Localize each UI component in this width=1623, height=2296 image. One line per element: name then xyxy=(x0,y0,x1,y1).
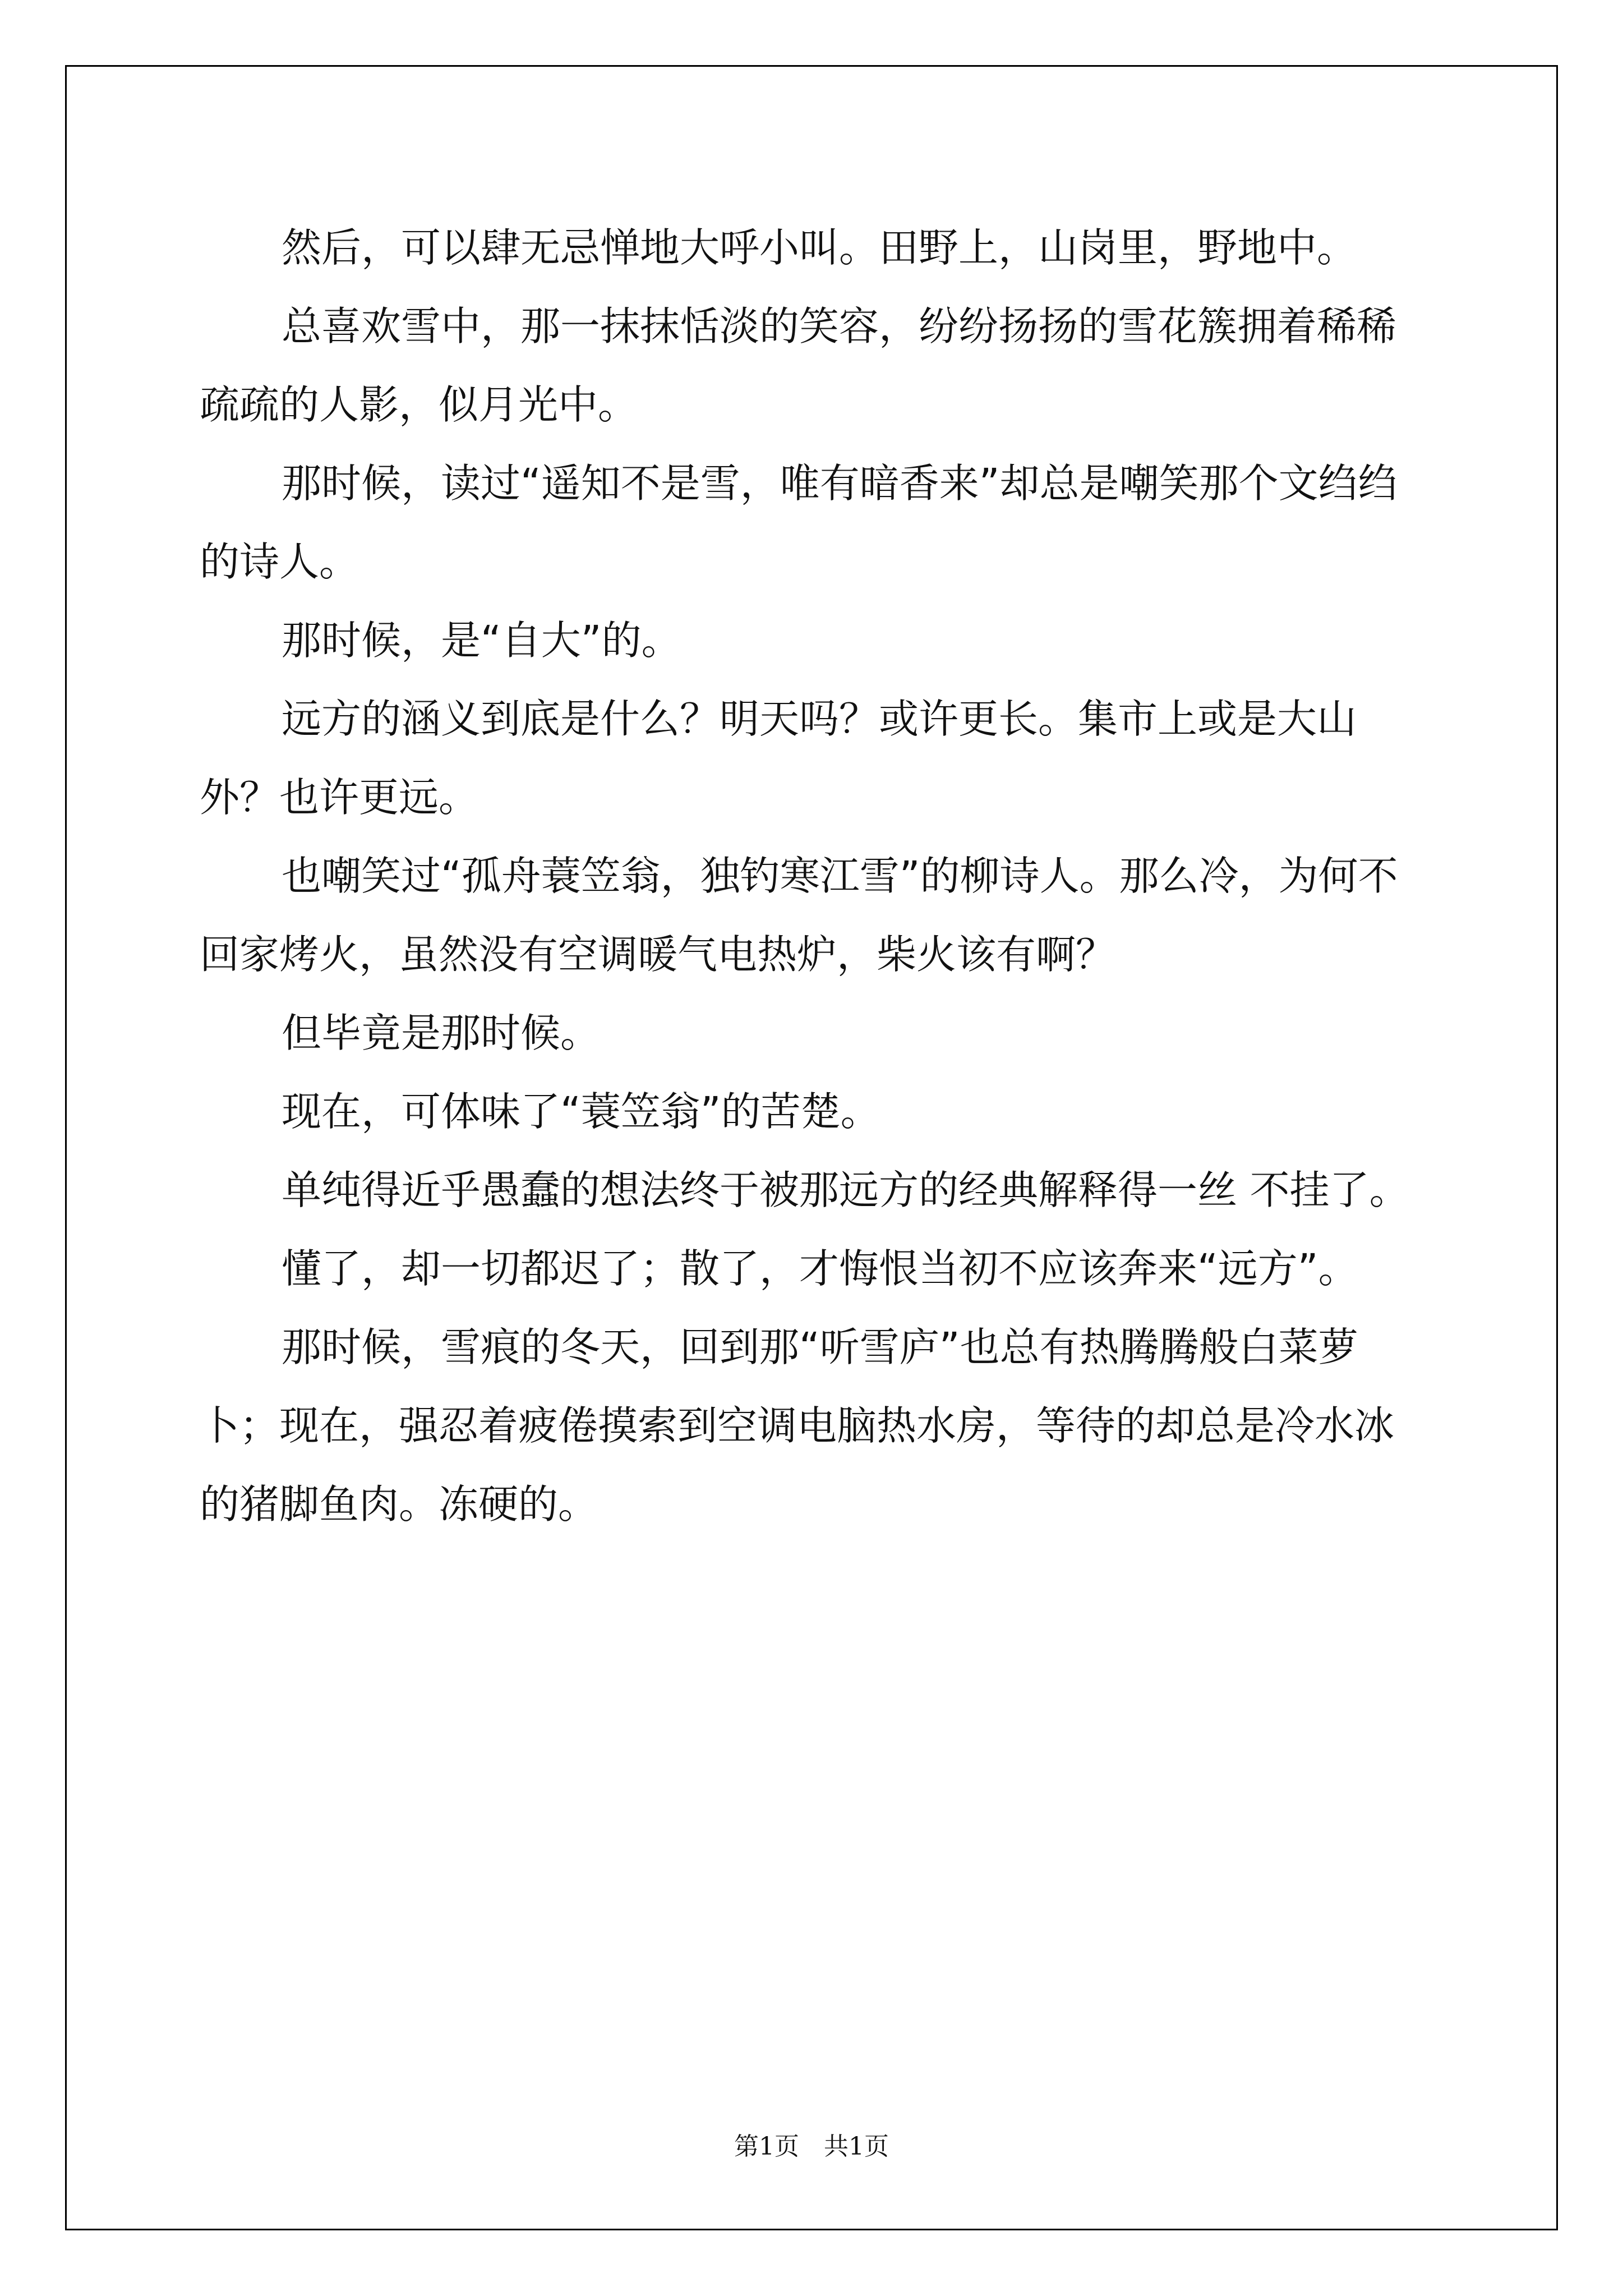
paragraph-6: 也嘲笑过“孤舟蓑笠翁，独钓寒江雪”的柳诗人。那么冷，为何不回家烤火，虽然没有空调暖气电热炉，柴火该有啊？ xyxy=(200,853,1398,978)
paragraph-11: 那时候，雪痕的冬天，回到那“听雪庐”也总有热腾腾般白菜萝卜；现在，强忍着疲倦摸索到空调电脑热水房，等待的却总是冷水冰的猪脚鱼肉。冻硬的。 xyxy=(200,1324,1395,1527)
paragraph-5: 远方的涵义到底是什么？明天吗？或许更长。集市上或是大山外？也许更远。 xyxy=(200,696,1357,821)
page-number: 第1页 共1页 xyxy=(734,2132,889,2161)
page-footer xyxy=(0,2126,1623,2162)
paragraph-4: 那时候，是“自大”的。 xyxy=(282,617,681,664)
paragraph-3: 那时候，读过“遥知不是雪，唯有暗香来”却总是嘲笑那个文绉绉的诗人。 xyxy=(200,460,1398,585)
paragraph-9: 单纯得近乎愚蠢的想法终于被那远方的经典解释得一丝 不挂了。 xyxy=(282,1167,1409,1213)
paragraph-8: 现在，可体味了“蓑笠翁”的苦楚。 xyxy=(282,1088,880,1135)
paragraph-1: 然后，可以肆无忌惮地大呼小叫。田野上，山岗里，野地中。 xyxy=(282,224,1357,271)
paragraph-10: 懂了，却一切都迟了；散了，才悔恨当初不应该奔来“远方”。 xyxy=(282,1245,1358,1292)
paragraph-2: 总喜欢雪中，那一抹抹恬淡的笑容，纷纷扬扬的雪花簇拥着稀稀疏疏的人影，似月光中。 xyxy=(200,303,1397,428)
document-body xyxy=(200,209,1433,1544)
paragraph-7: 但毕竟是那时候。 xyxy=(282,1010,601,1056)
